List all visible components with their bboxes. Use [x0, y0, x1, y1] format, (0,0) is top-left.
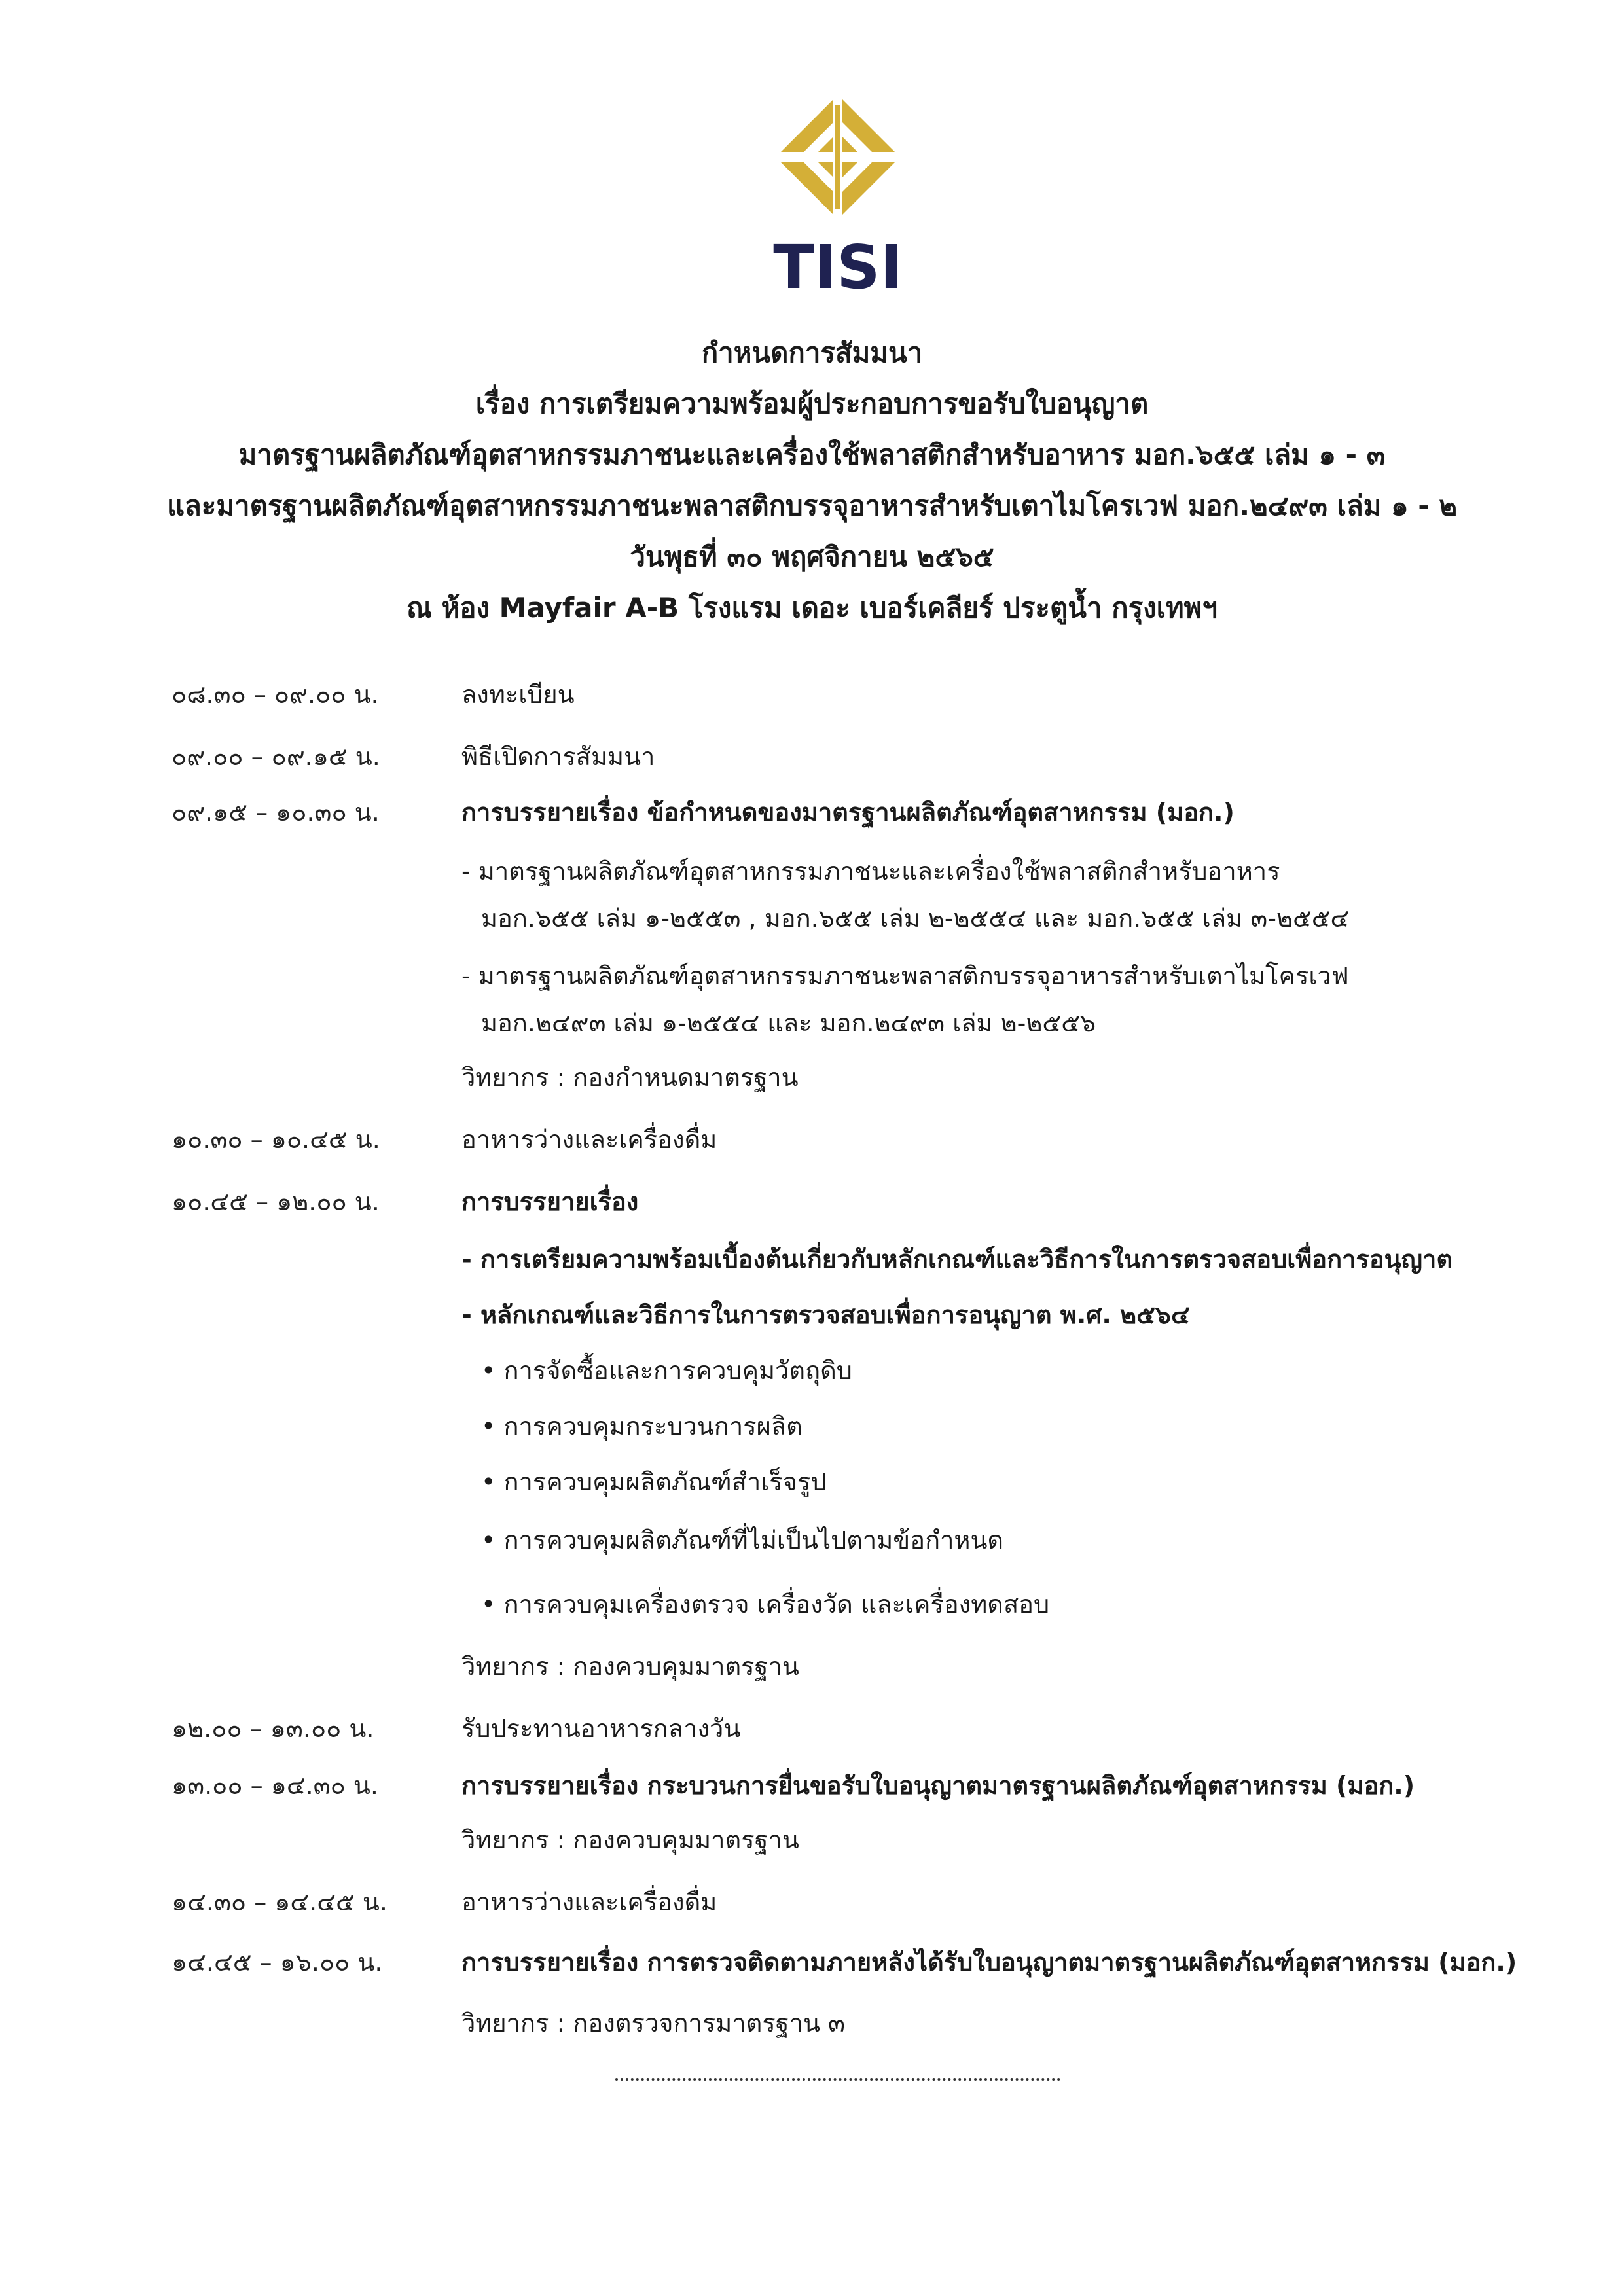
agenda-speaker: วิทยากร : กองควบคุมมาตรฐาน — [461, 1825, 799, 1854]
header-venue: ณ ห้อง Mayfair A-B โรงแรม เดอะ เบอร์เคลียร์ ประตูน้ำ กรุงเทพฯ — [406, 592, 1218, 624]
agenda-bullet: • การจัดซื้อและการควบคุมวัตถุดิบ — [481, 1356, 852, 1385]
header-subject: เรื่อง การเตรียมความพร้อมผู้ประกอบการขอรับใบอนุญาต — [475, 387, 1149, 420]
agenda-bullet: • การควบคุมผลิตภัณฑ์สำเร็จรูป — [481, 1467, 827, 1496]
agenda-bullet: • การควบคุมกระบวนการผลิต — [481, 1412, 803, 1441]
agenda-speaker: วิทยากร : กองควบคุมมาตรฐาน — [461, 1652, 799, 1681]
agenda-item-lunch: รับประทานอาหารกลางวัน — [461, 1714, 741, 1743]
agenda-item-title: การบรรยายเรื่อง กระบวนการยื่นขอรับใบอนุญาตมาตรฐานผลิตภัณฑ์อุตสาหกรรม (มอก.) — [461, 1771, 1415, 1800]
agenda-subitem: - หลักเกณฑ์และวิธีการในการตรวจสอบเพื่อการอนุญาต พ.ศ. ๒๕๖๔ — [461, 1300, 1190, 1329]
agenda-item-title: การบรรยายเรื่อง — [461, 1187, 639, 1216]
agenda-item-opening: พิธีเปิดการสัมมนา — [461, 742, 655, 771]
agenda-time: ๐๘.๓๐ – ๐๙.๐๐ น. — [171, 680, 379, 709]
tisi-logo-text: TISI — [773, 232, 903, 301]
agenda-subitem-cont: มอก.๒๔๙๓ เล่ม ๑-๒๕๕๔ และ มอก.๒๔๙๓ เล่ม ๒-๒๕๕๖ — [481, 1009, 1096, 1037]
header-standard-2493: และมาตรฐานผลิตภัณฑ์อุตสาหกรรมภาชนะพลาสติกบรรจุอาหารสำหรับเตาไมโครเวฟ มอก.๒๔๙๓ เล่ม ๑ - ๒ — [166, 490, 1458, 522]
agenda-subitem-cont: มอก.๖๕๕ เล่ม ๑-๒๕๕๓ , มอก.๖๕๕ เล่ม ๒-๒๕๕๔ และ มอก.๖๕๕ เล่ม ๓-๒๕๕๔ — [481, 904, 1350, 933]
agenda-speaker: วิทยากร : กองกำหนดมาตรฐาน — [461, 1063, 799, 1092]
header-standard-655: มาตรฐานผลิตภัณฑ์อุตสาหกรรมภาชนะและเครื่องใช้พลาสติกสำหรับอาหาร มอก.๖๕๕ เล่ม ๑ - ๓ — [238, 439, 1386, 471]
agenda-item-registration: ลงทะเบียน — [461, 680, 575, 709]
agenda-time: ๑๓.๐๐ – ๑๔.๓๐ น. — [171, 1771, 378, 1800]
agenda-speaker: วิทยากร : กองตรวจการมาตรฐาน ๓ — [461, 2009, 846, 2037]
agenda-subitem: - มาตรฐานผลิตภัณฑ์อุตสาหกรรมภาชนะพลาสติกบรรจุอาหารสำหรับเตาไมโครเวฟ — [461, 961, 1349, 990]
agenda-time: ๑๐.๓๐ – ๑๐.๔๕ น. — [171, 1125, 380, 1154]
agenda-item-title: การบรรยายเรื่อง การตรวจติดตามภายหลังได้รับใบอนุญาตมาตรฐานผลิตภัณฑ์อุตสาหกรรม (มอก.) — [461, 1948, 1517, 1977]
agenda-time: ๑๒.๐๐ – ๑๓.๐๐ น. — [171, 1714, 374, 1743]
agenda-subitem: - การเตรียมความพร้อมเบื้องต้นเกี่ยวกับหลักเกณฑ์และวิธีการในการตรวจสอบเพื่อการอนุญาต — [461, 1245, 1453, 1274]
tisi-emblem-icon — [776, 95, 900, 219]
agenda-bullet: • การควบคุมเครื่องตรวจ เครื่องวัด และเครื่องทดสอบ — [481, 1590, 1050, 1619]
agenda-item-break: อาหารว่างและเครื่องดื่ม — [461, 1888, 717, 1916]
agenda-time: ๑๐.๔๕ – ๑๒.๐๐ น. — [171, 1187, 380, 1216]
agenda-bullet: • การควบคุมผลิตภัณฑ์ที่ไม่เป็นไปตามข้อกำหนด — [481, 1526, 1004, 1554]
agenda-item-break: อาหารว่างและเครื่องดื่ม — [461, 1125, 717, 1154]
end-divider — [615, 2078, 1060, 2081]
agenda-time: ๐๙.๑๕ – ๑๐.๓๐ น. — [171, 798, 380, 827]
agenda-subitem: - มาตรฐานผลิตภัณฑ์อุตสาหกรรมภาชนะและเครื่องใช้พลาสติกสำหรับอาหาร — [461, 857, 1280, 886]
header-title: กำหนดการสัมมนา — [701, 336, 923, 368]
seminar-header — [0, 327, 1624, 634]
header-date: วันพุธที่ ๓๐ พฤศจิกายน ๒๕๖๕ — [630, 541, 994, 573]
tisi-logo — [772, 92, 903, 301]
agenda-time: ๐๙.๐๐ – ๐๙.๑๕ น. — [171, 742, 380, 771]
agenda-time: ๑๔.๓๐ – ๑๔.๔๕ น. — [171, 1888, 388, 1916]
agenda-time: ๑๔.๔๕ – ๑๖.๐๐ น. — [171, 1948, 383, 1977]
agenda-item-title: การบรรยายเรื่อง ข้อกำหนดของมาตรฐานผลิตภัณฑ์อุตสาหกรรม (มอก.) — [461, 798, 1235, 827]
